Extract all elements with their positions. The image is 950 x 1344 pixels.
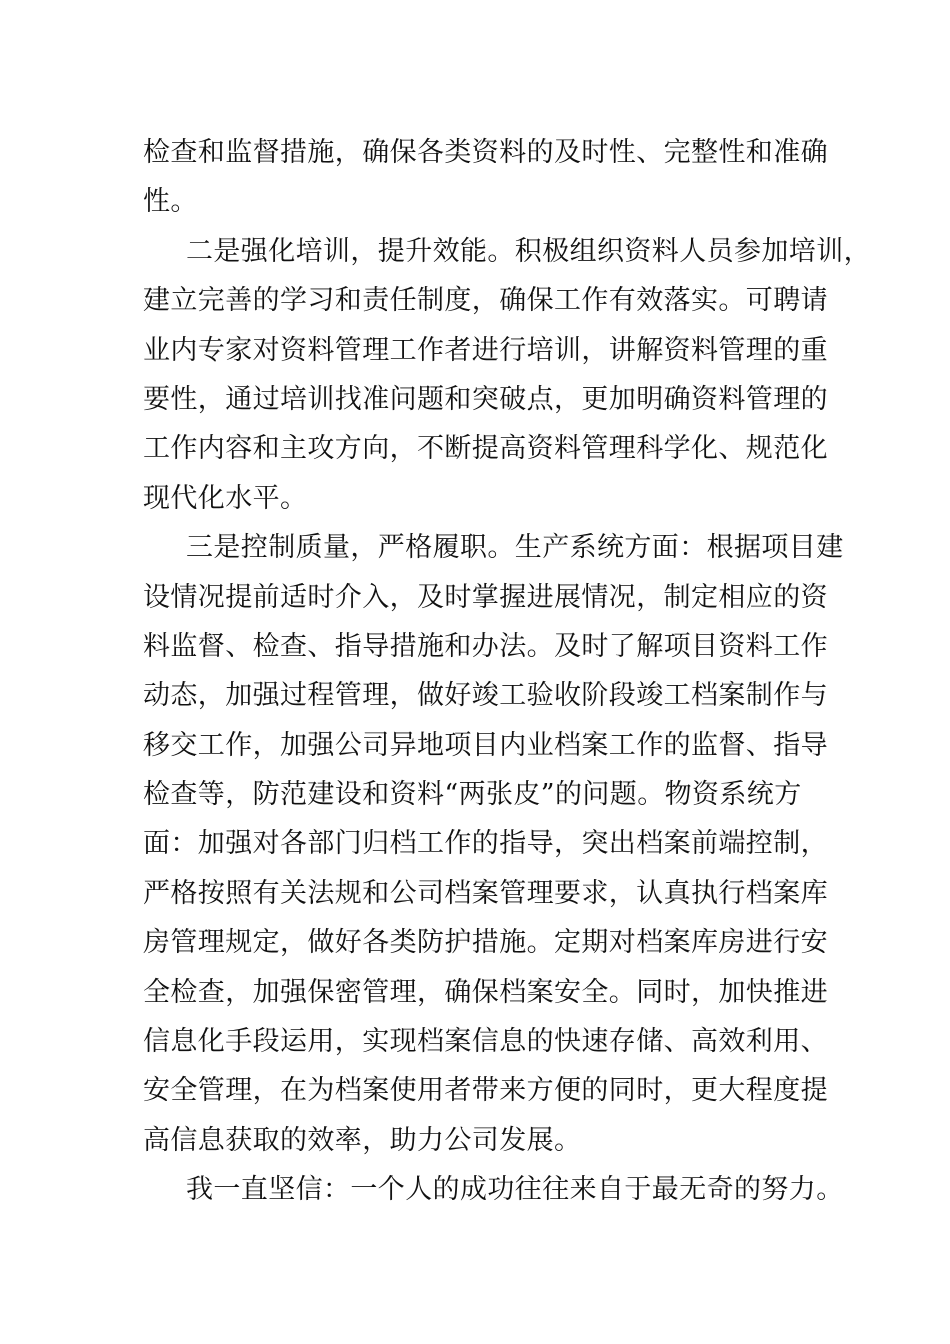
text-line: 信息化手段运用，实现档案信息的快速存储、高效利用、 bbox=[143, 1026, 828, 1058]
text-line: 安全管理，在为档案使用者带来方便的同时，更大程度提 bbox=[143, 1075, 828, 1107]
paragraph-training bbox=[143, 227, 871, 523]
text-line: 二是强化培训，提升效能。积极组织资料人员参加培训， bbox=[186, 235, 871, 267]
text-line: 我一直坚信：一个人的成功往往来自于最无奇的努力。 bbox=[186, 1174, 844, 1206]
text-line: 工作内容和主攻方向，不断提高资料管理科学化、规范化 bbox=[143, 433, 828, 465]
text-line: 检查和监督措施，确保各类资料的及时性、完整性和准确 bbox=[143, 137, 828, 168]
text-line: 三是控制质量，严格履职。生产系统方面：根据项目建 bbox=[186, 532, 844, 564]
text-line: 移交工作，加强公司异地项目内业档案工作的监督、指导 bbox=[143, 729, 828, 761]
text-line: 现代化水平。 bbox=[143, 482, 308, 514]
text-line: 建立完善的学习和责任制度，确保工作有效落实。可聘请 bbox=[143, 285, 828, 317]
paragraph-quality bbox=[143, 523, 844, 1165]
text-line: 面：加强对各部门归档工作的指导，突出档案前端控制， bbox=[143, 828, 828, 860]
text-line: 检查等，防范建设和资料“两张皮”的问题。物资系统方 bbox=[143, 779, 802, 811]
document-body bbox=[143, 128, 871, 1215]
paragraph-continuation bbox=[143, 128, 828, 227]
paragraph-belief bbox=[143, 1165, 844, 1214]
text-line: 房管理规定，做好各类防护措施。定期对档案库房进行安 bbox=[143, 927, 828, 959]
text-line: 设情况提前适时介入，及时掌握进展情况，制定相应的资 bbox=[143, 581, 828, 613]
text-line: 严格按照有关法规和公司档案管理要求，认真执行档案库 bbox=[143, 877, 828, 909]
text-line: 要性，通过培训找准问题和突破点，更加明确资料管理的 bbox=[143, 383, 828, 415]
text-line: 业内专家对资料管理工作者进行培训，讲解资料管理的重 bbox=[143, 334, 828, 366]
text-line: 全检查，加强保密管理，确保档案安全。同时，加快推进 bbox=[143, 976, 828, 1008]
text-line: 性。 bbox=[143, 186, 198, 218]
text-line: 料监督、检查、指导措施和办法。及时了解项目资料工作 bbox=[143, 630, 828, 662]
text-line: 动态，加强过程管理，做好竣工验收阶段竣工档案制作与 bbox=[143, 680, 828, 712]
text-line: 高信息获取的效率，助力公司发展。 bbox=[143, 1124, 582, 1156]
